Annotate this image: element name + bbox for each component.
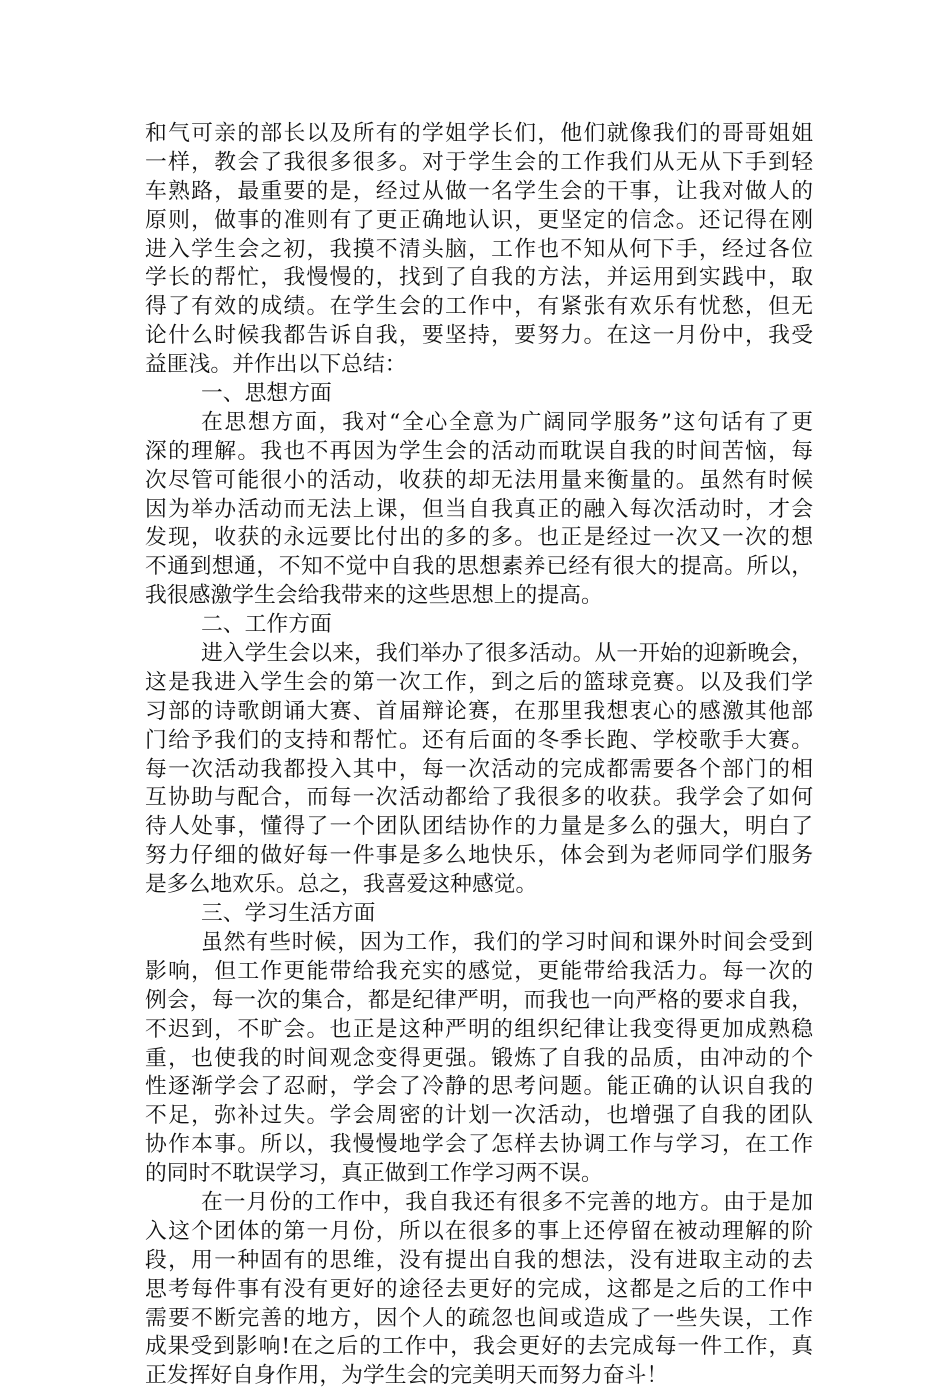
text-line: 进入学生会之初，我摸不清头脑，工作也不知从何下手，经过各位 <box>145 236 813 262</box>
text-line: 性逐渐学会了忍耐，学会了冷静的思考问题。能正确的认识自我的 <box>145 1074 813 1100</box>
text-line: 和气可亲的部长以及所有的学姐学长们，他们就像我们的哥哥姐姐 <box>145 121 813 146</box>
text-line: 因为举办活动而无法上课，但当自我真正的融入每次活动时，才会 <box>145 496 813 522</box>
text-line: 门给予我们的支持和帮忙。还有后面的冬季长跑、学校歌手大赛。 <box>145 727 813 753</box>
text-line: 虽然有些时候，因为工作，我们的学习时间和课外时间会受到 <box>201 929 813 955</box>
text-line: 不足，弥补过失。学会周密的计划一次活动，也增强了自我的团队 <box>145 1103 813 1129</box>
text-line: 协作本事。所以，我慢慢地学会了怎样去协调工作与学习，在工作 <box>145 1132 813 1158</box>
text-line: 需要不断完善的地方，因个人的疏忽也间或造成了一些失误，工作 <box>145 1305 813 1331</box>
text-line: 例会，每一次的集合，都是纪律严明，而我也一向严格的要求自我， <box>145 987 813 1013</box>
text-line: 努力仔细的做好每一件事是多么地快乐，体会到为老师同学们服务 <box>145 843 813 869</box>
text-line: 得了有效的成绩。在学生会的工作中，有紧张有欢乐有忧愁，但无 <box>145 294 813 320</box>
text-line: 论什么时候我都告诉自我，要坚持，要努力。在这一月份中，我受 <box>145 323 813 349</box>
document-page <box>145 120 813 1391</box>
text-line: 深的理解。我也不再因为学生会的活动而耽误自我的时间苦恼，每 <box>145 438 813 464</box>
text-line: 影响，但工作更能带给我充实的感觉，更能带给我活力。每一次的 <box>145 958 813 984</box>
text-line: 发现，收获的永远要比付出的多的多。也正是经过一次又一次的想 <box>145 525 813 551</box>
text-line: 益匪浅。并作出以下总结： <box>145 352 407 378</box>
text-line: 正发挥好自身作用，为学生会的完美明天而努力奋斗！ <box>145 1363 669 1389</box>
text-line: 不通到想通，不知不觉中自我的思想素养已经有很大的提高。所以， <box>145 554 813 580</box>
text-line: 原则，做事的准则有了更正确地认识，更坚定的信念。还记得在刚 <box>145 207 813 233</box>
text-line: 待人处事，懂得了一个团队团结协作的力量是多么的强大，明白了 <box>145 814 813 840</box>
text-line: 入这个团体的第一月份，所以在很多的事上还停留在被动理解的阶 <box>145 1218 813 1244</box>
section-heading: 一、思想方面 <box>201 381 332 407</box>
text-line: 习部的诗歌朗诵大赛、首届辩论赛，在那里我想衷心的感激其他部 <box>145 698 813 724</box>
text-line: 在思想方面，我对“全心全意为广阔同学服务”这句话有了更 <box>201 409 813 435</box>
text-line: 互协助与配合，而每一次活动都给了我很多的收获。我学会了如何 <box>145 785 813 811</box>
text-line: 段，用一种固有的思维，没有提出自我的想法，没有进取主动的去 <box>145 1247 813 1273</box>
text-line: 次尽管可能很小的活动，收获的却无法用量来衡量的。虽然有时候 <box>145 467 813 493</box>
text-line: 这是我进入学生会的第一次工作，到之后的篮球竞赛。以及我们学 <box>145 669 813 695</box>
text-line: 一样，教会了我很多很多。对于学生会的工作我们从无从下手到轻 <box>145 149 813 175</box>
text-line: 车熟路，最重要的是，经过从做一名学生会的干事，让我对做人的 <box>145 178 813 204</box>
text-line: 在一月份的工作中，我自我还有很多不完善的地方。由于是加 <box>201 1189 813 1215</box>
section-heading: 二、工作方面 <box>201 612 332 638</box>
text-line: 思考每件事有没有更好的途径去更好的完成，这都是之后的工作中 <box>145 1276 813 1302</box>
text-line: 我很感激学生会给我带来的这些思想上的提高。 <box>145 583 603 609</box>
text-line: 学长的帮忙，我慢慢的，找到了自我的方法，并运用到实践中，取 <box>145 265 813 291</box>
text-line: 进入学生会以来，我们举办了很多活动。从一开始的迎新晚会， <box>201 641 813 667</box>
text-line: 的同时不耽误学习，真正做到工作学习两不误。 <box>145 1161 603 1187</box>
section-heading: 三、学习生活方面 <box>201 901 376 927</box>
text-line: 是多么地欢乐。总之，我喜爱这种感觉。 <box>145 872 538 898</box>
text-line: 每一次活动我都投入其中，每一次活动的完成都需要各个部门的相 <box>145 756 813 782</box>
text-line: 成果受到影响!在之后的工作中，我会更好的去完成每一件工作，真 <box>145 1334 813 1360</box>
text-line: 重，也使我的时间观念变得更强。锻炼了自我的品质，由冲动的个 <box>145 1045 813 1071</box>
text-line: 不迟到，不旷会。也正是这种严明的组织纪律让我变得更加成熟稳 <box>145 1016 813 1042</box>
